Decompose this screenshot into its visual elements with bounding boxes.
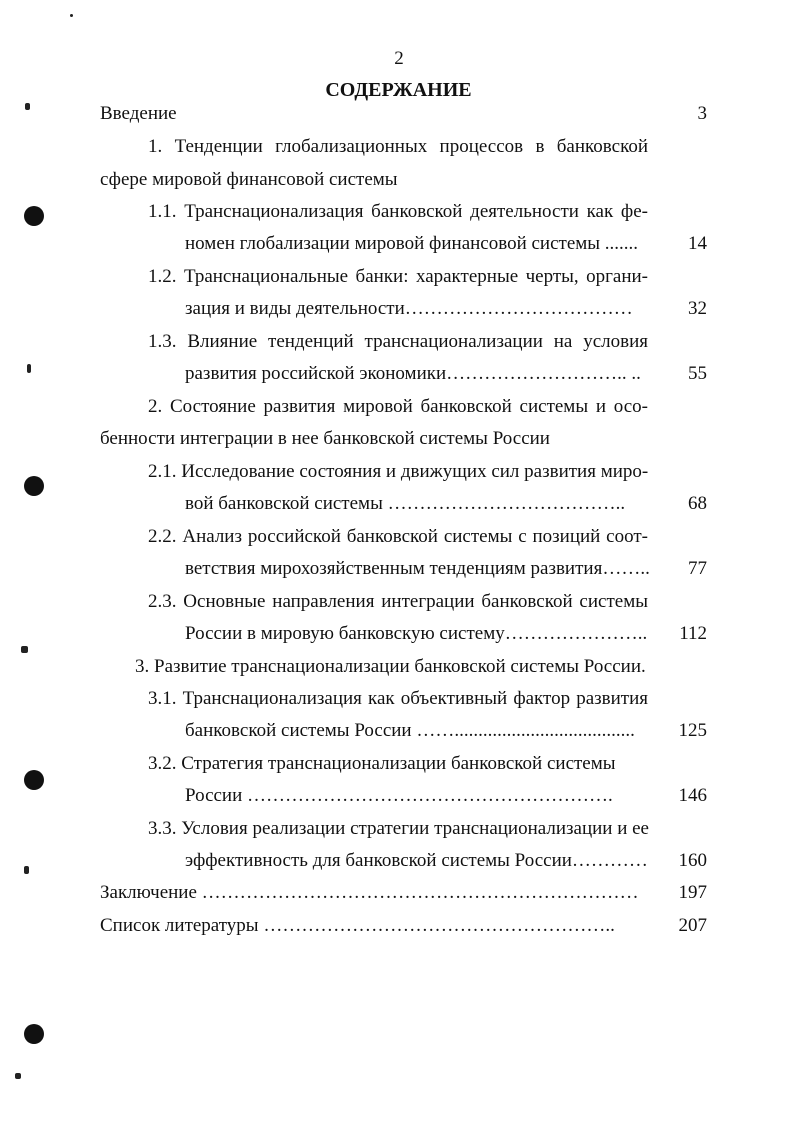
toc-conclusion-page: 197 bbox=[678, 882, 707, 903]
toc-s11-line1: 1.1. Транснационализация банковской деятельности как фе- bbox=[148, 201, 648, 222]
page-title: СОДЕРЖАНИЕ bbox=[325, 79, 472, 101]
toc-s22-line2: ветствия мирохозяйственным тенденциям развития…….. bbox=[185, 558, 650, 579]
toc-ch2-line1: 2. Состояние развития мировой банковской системы и осо- bbox=[148, 396, 648, 417]
binder-hole-1 bbox=[24, 206, 44, 226]
toc-s31-page: 125 bbox=[678, 720, 707, 741]
binder-hole-2 bbox=[24, 476, 44, 496]
scan-speck-4 bbox=[24, 866, 29, 874]
toc-intro-page: 3 bbox=[697, 103, 707, 124]
toc-s12-line1: 1.2. Транснациональные банки: характерные черты, органи- bbox=[148, 266, 648, 287]
toc-s32-line1: 3.2. Стратегия транснационализации банковской системы bbox=[148, 753, 616, 774]
toc-s22-page: 77 bbox=[688, 558, 707, 579]
toc-s32-page: 146 bbox=[678, 785, 707, 806]
scan-speck-6 bbox=[70, 14, 73, 17]
binder-hole-4 bbox=[24, 1024, 44, 1044]
toc-s33-page: 160 bbox=[678, 850, 707, 871]
toc-s12-page: 32 bbox=[688, 298, 707, 319]
toc-s32-line2: России …………………………………………………. bbox=[185, 785, 613, 806]
toc-s33-line2: эффективность для банковской системы России………… bbox=[185, 850, 648, 871]
toc-ch1-line2: сфере мировой финансовой системы bbox=[100, 169, 398, 190]
toc-s33-line1: 3.3. Условия реализации стратегии транснационализации и ее bbox=[148, 818, 649, 839]
toc-s23-page: 112 bbox=[679, 623, 707, 644]
toc-references-label: Список литературы ……………………………………………….. bbox=[100, 915, 615, 936]
toc-s31-line1: 3.1. Транснационализация как объективный фактор развития bbox=[148, 688, 648, 709]
toc-s21-page: 68 bbox=[688, 493, 707, 514]
toc-ch1-line1: 1. Тенденции глобализационных процессов в банковской bbox=[148, 136, 648, 157]
toc-s13-line1: 1.3. Влияние тенденций транснационализации на условия bbox=[148, 331, 648, 352]
toc-s21-line1: 2.1. Исследование состояния и движущих сил развития миро- bbox=[148, 461, 649, 482]
toc-conclusion-label: Заключение …………………………………………………………… bbox=[100, 882, 639, 903]
toc-intro-label: Введение bbox=[100, 103, 177, 124]
scan-speck-5 bbox=[15, 1073, 21, 1079]
page-number: 2 bbox=[394, 48, 404, 69]
toc-references-page: 207 bbox=[678, 915, 707, 936]
scan-speck-3 bbox=[21, 646, 28, 653]
toc-s11-line2: номен глобализации мировой финансовой системы ....... bbox=[185, 233, 639, 254]
scan-speck-2 bbox=[27, 364, 31, 373]
toc-s11-page: 14 bbox=[688, 233, 707, 254]
toc-s23-line2: России в мировую банковскую систему………………….. bbox=[185, 623, 648, 644]
toc-ch2-line2: бенности интеграции в нее банковской системы России bbox=[100, 428, 550, 449]
toc-s12-line2: зация и виды деятельности……………………………… bbox=[185, 298, 633, 319]
toc-ch3-line1: 3. Развитие транснационализации банковской системы России. bbox=[135, 656, 646, 677]
toc-s13-line2: развития российской экономики……………………….. .. bbox=[185, 363, 641, 384]
binder-hole-3 bbox=[24, 770, 44, 790]
toc-s31-line2: банковской системы России ……...................................... bbox=[185, 720, 635, 741]
toc-s13-page: 55 bbox=[688, 363, 707, 384]
scan-speck-1 bbox=[25, 103, 30, 110]
toc-s22-line1: 2.2. Анализ российской банковской системы с позиций соот- bbox=[148, 526, 648, 547]
toc-s23-line1: 2.3. Основные направления интеграции банковской системы bbox=[148, 591, 648, 612]
toc-s21-line2: вой банковской системы ……………………………….. bbox=[185, 493, 626, 514]
